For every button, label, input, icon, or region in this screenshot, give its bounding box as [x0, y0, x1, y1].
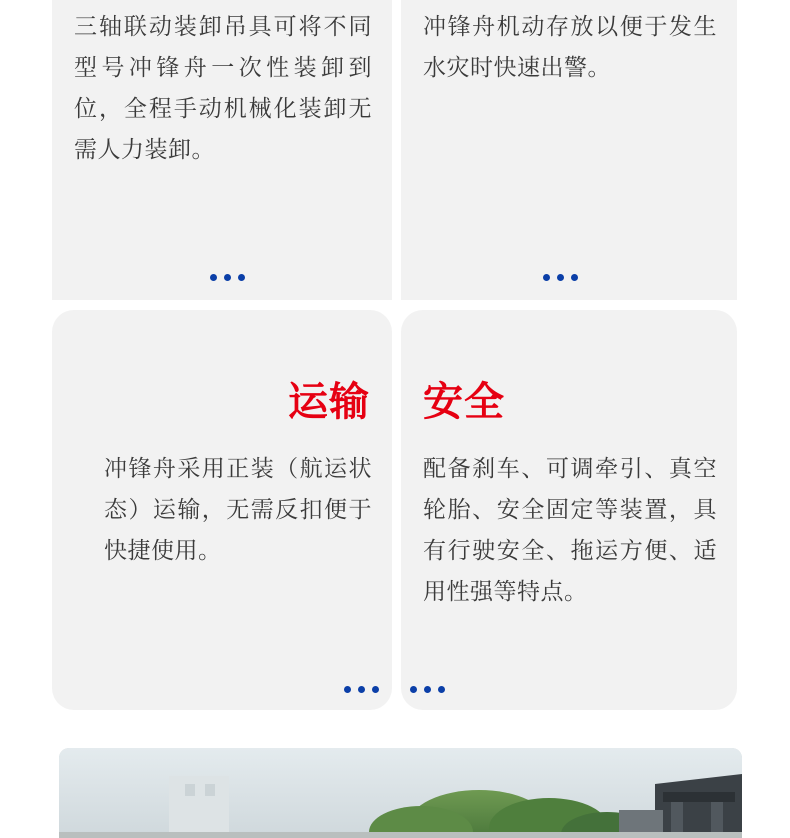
decorative-dots-icon: [543, 274, 578, 281]
feature-card-transport-body: 冲锋舟采用正装（航运状态）运输，无需反扣便于快捷使用。: [104, 455, 372, 563]
feature-card-safety-title: 安全: [423, 380, 505, 424]
decorative-dots-icon: [210, 274, 245, 281]
feature-card-transport: [52, 310, 392, 710]
feature-card-unload: [52, 0, 392, 300]
product-photo: [59, 748, 742, 838]
feature-card-transport-title: 运输: [288, 380, 370, 424]
feature-card-unload-body: 三轴联动装卸吊具可将不同型号冲锋舟一次性装卸到位，全程手动机械化装卸无需人力装卸。: [74, 13, 372, 162]
feature-card-safety: [401, 310, 737, 710]
feature-card-store: [401, 0, 737, 300]
feature-card-store-body: 冲锋舟机动存放以便于发生水灾时快速出警。: [423, 13, 717, 80]
feature-card-safety-body: 配备刹车、可调牵引、真空轮胎、安全固定等装置，具有行驶安全、拖运方便、适用性强等特点。: [423, 455, 717, 604]
decorative-dots-icon: [410, 686, 445, 693]
decorative-dots-icon: [344, 686, 379, 693]
